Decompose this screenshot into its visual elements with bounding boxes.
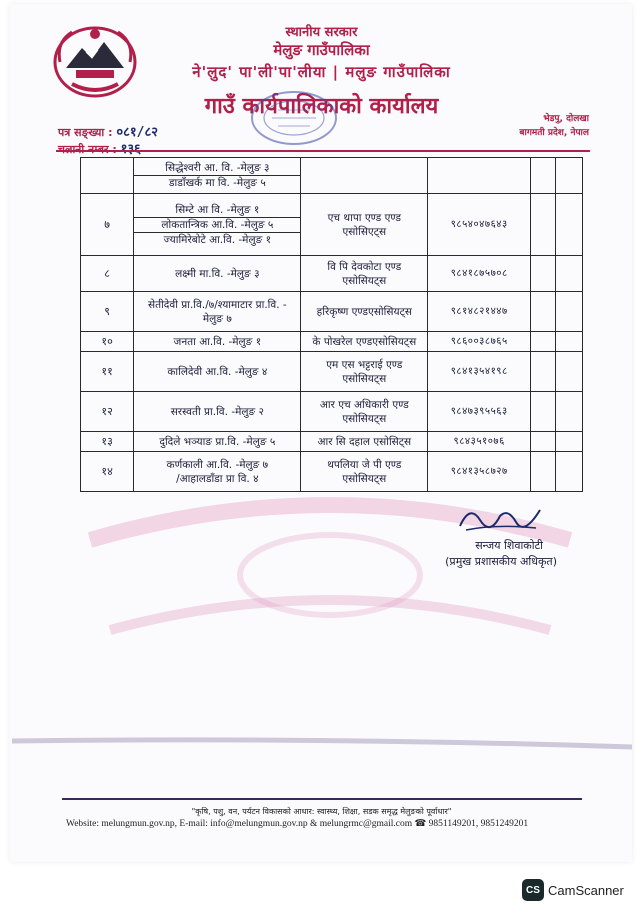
phone-cell: ९८४३५१०७६	[428, 432, 531, 452]
school-name: जनता आ.वि. -मेलुङ १	[173, 335, 262, 348]
empty-cell	[531, 352, 556, 392]
school-name: ज्यामिरेबोटे आ.वि. -मेलुङ १	[134, 232, 300, 247]
school-name: सरस्वती प्रा.वि. -मेलुङ २	[170, 405, 264, 418]
serial-cell	[81, 158, 134, 194]
school-name: डाडाँखर्क मा वि. -मेलुङ ५	[134, 175, 300, 190]
table-row	[81, 158, 583, 194]
company-name: एसोसियट्स	[342, 372, 387, 385]
address-line: भेडपु, दोलखा	[543, 114, 589, 124]
company-name: के पोखरेल एण्डएसोसियट्स	[312, 335, 417, 348]
table-row	[81, 292, 583, 332]
company-cell	[301, 392, 428, 432]
letterhead-local-script: ने'लुद' पा'ली'पा'लीया | मलुङ गाउँपालिका	[192, 63, 451, 81]
letterhead-line1: स्थानीय सरकार	[285, 25, 358, 40]
company-name: हरिकृष्ण एण्डएसोसियट्स	[316, 305, 412, 318]
footer-divider	[62, 798, 582, 800]
school-cell	[134, 392, 301, 432]
empty-cell	[531, 158, 556, 194]
letter-number	[58, 122, 158, 140]
school-cell	[134, 194, 301, 256]
school-name: लक्ष्मी मा.वि. -मेलुङ ३	[175, 267, 260, 280]
empty-cell	[556, 256, 583, 292]
serial-cell: १४	[81, 452, 134, 492]
letter-number-label: पत्र सङ्ख्या :	[58, 126, 113, 139]
empty-cell	[556, 432, 583, 452]
serial-cell: ८	[81, 256, 134, 292]
table-row	[81, 256, 583, 292]
signatory-title: (प्रमुख प्रशासकीय अधिकृत)	[445, 555, 557, 568]
school-name: दुदिले भञ्याङ प्रा.वि. -मेलुङ ५	[159, 435, 276, 448]
company-name: आर सि दहाल एसोसिट्स	[317, 435, 412, 448]
camscanner-label: CamScanner	[548, 882, 624, 898]
school-cell	[134, 432, 301, 452]
company-name: एसोसिएट्स	[342, 225, 387, 238]
letterhead-office: गाउँ कार्यपालिकाको कार्यालय	[204, 94, 439, 119]
phone-cell	[428, 158, 531, 194]
company-name: एसोसियट्स	[342, 412, 387, 425]
serial-cell: ११	[81, 352, 134, 392]
empty-cell	[531, 392, 556, 432]
letterhead-municipality: मेलुङ गाउँपालिका	[273, 41, 370, 59]
company-cell	[301, 332, 428, 352]
phone-cell: ९८१४८२१४४७	[428, 292, 531, 332]
table-row	[81, 332, 583, 352]
letter-number-value: ०८१/८२	[116, 125, 158, 140]
empty-cell	[556, 194, 583, 256]
company-cell	[301, 432, 428, 452]
school-name: /आहालडाँडा प्रा वि. ४	[176, 472, 259, 485]
table-row	[81, 432, 583, 452]
scan-smear	[12, 735, 632, 751]
camscanner-badge	[522, 879, 624, 901]
school-name: लोकतान्त्रिक आ.वि. -मेलुङ ५	[134, 217, 300, 232]
table-row	[81, 194, 583, 256]
auditor-assignment-table	[80, 157, 583, 492]
table-row	[81, 392, 583, 432]
empty-cell	[556, 158, 583, 194]
company-name: एम एस भट्टराई एण्ड	[326, 358, 403, 371]
footer-contact: Website: melungmun.gov.np, E-mail: info@melungmun.gov.np & melungrmc@gmail.com ☎ 9851149201, 9851249201	[66, 819, 529, 829]
serial-cell: १३	[81, 432, 134, 452]
school-cell	[134, 158, 301, 194]
school-cell	[134, 256, 301, 292]
serial-cell: १०	[81, 332, 134, 352]
company-name: थपलिया जे पी एण्ड	[327, 458, 402, 471]
empty-cell	[531, 194, 556, 256]
empty-cell	[556, 352, 583, 392]
empty-cell	[556, 392, 583, 432]
signatory-name: सन्जय शिवाकोटी	[475, 539, 543, 552]
phone-cell: ९८४१८७५७०८	[428, 256, 531, 292]
office-address	[519, 112, 589, 140]
dispatch-number	[58, 139, 141, 157]
company-cell	[301, 292, 428, 332]
school-cell	[134, 292, 301, 332]
company-cell	[301, 256, 428, 292]
school-name: मेलुङ ७	[202, 312, 232, 325]
school-cell	[134, 352, 301, 392]
school-cell	[134, 332, 301, 352]
phone-cell: ९८४७३९५५६३	[428, 392, 531, 432]
company-cell	[301, 352, 428, 392]
serial-cell: ९	[81, 292, 134, 332]
empty-cell	[556, 332, 583, 352]
company-name: एसोसियट्स	[342, 274, 387, 287]
signature-icon	[456, 500, 546, 534]
phone-cell: ९८६००३८७६५	[428, 332, 531, 352]
serial-cell: १२	[81, 392, 134, 432]
office-stamp-icon	[248, 88, 340, 148]
empty-cell	[556, 292, 583, 332]
school-name: कालिदेवी आ.वि. -मेलुङ ४	[167, 365, 268, 378]
empty-cell	[531, 432, 556, 452]
serial-cell: ७	[81, 194, 134, 256]
phone-cell: ९८४१३५८७२७	[428, 452, 531, 492]
company-name: एच थापा एण्ड एण्ड	[327, 211, 402, 224]
company-cell	[301, 158, 428, 194]
company-name: आर एच अधिकारी एण्ड	[319, 398, 409, 411]
letterhead-divider	[56, 150, 590, 152]
empty-cell	[531, 332, 556, 352]
footer-motto: "कृषि, पशु, वन, पर्यटन विकासको आधार: स्वास्थ्य, शिक्षा, सडक समृद्ध मेलुङको पूर्वाधार"	[191, 807, 452, 816]
company-name: एसोसियट्स	[342, 472, 387, 485]
phone-cell: ९८४१३५४१९८	[428, 352, 531, 392]
school-name: सेतीदेवी प्रा.वि./७/श्यामाटार प्रा.वि. -	[148, 298, 287, 311]
school-name: सिद्धेश्वरी आ. वि. -मेलुङ ३	[165, 162, 270, 174]
table-row	[81, 352, 583, 392]
company-name: वि पि देवकोटा एण्ड	[327, 260, 402, 273]
address-line: बागमती प्रदेश, नेपाल	[519, 128, 589, 138]
school-name: सिम्टे आ वि. -मेलुङ १	[175, 203, 260, 216]
camscanner-icon: CS	[522, 879, 544, 901]
empty-cell	[531, 256, 556, 292]
school-name: कर्णकाली आ.वि. -मेलुङ ७	[166, 458, 269, 471]
company-cell	[301, 194, 428, 256]
empty-cell	[531, 292, 556, 332]
phone-cell: ९८५४०४७६४३	[428, 194, 531, 256]
